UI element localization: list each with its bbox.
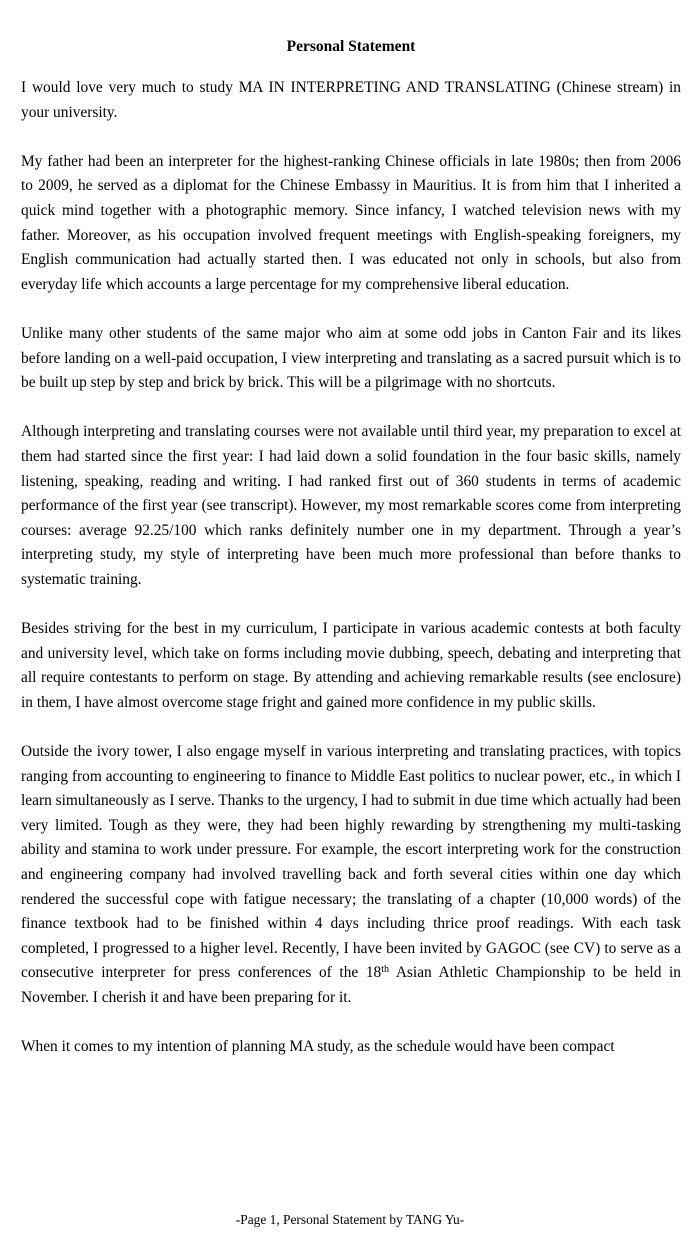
ordinal-superscript: th bbox=[381, 964, 390, 976]
paragraph-contests: Besides striving for the best in my curriculum, I participate in various academic contests at both faculty and university level, which take on forms including movie dubbing, speech, debating and interpreting that all require contestants to perform on stage. By attending and achieving remarkable results (see enclosure) in them, I have almost overcome stage fright and gained more confidence in my public skills. bbox=[21, 620, 681, 711]
document-page bbox=[21, 36, 681, 1084]
paragraph-practice-text-end: Asian Athletic Championship to be held in November. I cherish it and have been preparing for it. bbox=[21, 964, 681, 1006]
paragraph-pursuit: Unlike many other students of the same major who aim at some odd jobs in Canton Fair and its likes before landing on a well-paid occupation, I view interpreting and translating as a sacred pursuit which is to be built up step by step and brick by brick. This will be a pilgrimage with no shortcuts. bbox=[21, 324, 681, 392]
paragraph-intro: I would love very much to study MA IN INTERPRETING AND TRANSLATING (Chinese stream) in your university. bbox=[21, 79, 681, 121]
paragraph-father: My father had been an interpreter for the highest-ranking Chinese officials in late 1980s; then from 2006 to 2009, he served as a diplomat for the Chinese Embassy in Mauritius. It is from him that I inherited a quick mind together with a photographic memory. Since infancy, I watched television news with my father. Moreover, as his occupation involved frequent meetings with English-speaking foreigners, my English communication had actually started then. I was educated not only in schools, but also from everyday life which accounts a large percentage for my comprehensive liberal education. bbox=[21, 152, 681, 293]
paragraph-ma-intention: When it comes to my intention of planning MA study, as the schedule would have been compact bbox=[21, 1038, 615, 1056]
document-title: Personal Statement bbox=[286, 38, 416, 55]
page-footer: -Page 1, Personal Statement by TANG Yu- bbox=[235, 1212, 465, 1227]
paragraph-academics: Although interpreting and translating courses were not available until third year, my preparation to excel at them had started since the first year: I had laid down a solid foundation in the four basic skills, namely listening, speaking, reading and writing. I had ranked first out of 360 students in terms of academic performance of the first year (see transcript). However, my most remarkable scores come from interpreting courses: average 92.25/100 which ranks definitely number one in my department. Through a year’s interpreting study, my style of interpreting have been much more professional than before thanks to systematic training. bbox=[21, 423, 681, 588]
paragraph-practice-text: Outside the ivory tower, I also engage myself in various interpreting and translating practices, with topics ranging from accounting to engineering to finance to Middle East politics to nuclear power, etc., in which I learn simultaneously as I serve. Thanks to the urgency, I had to submit in due time which actually had been very limited. Tough as they were, they had been highly rewarding by strengthening my multi-tasking ability and stamina to work under pressure. For example, the escort interpreting work for the construction and engineering company had involved travelling back and forth several cities within one day which rendered the successful cope with fatigue necessary; the translating of a chapter (10,000 words) of the finance textbook had to be finished within 4 days including thrice proof readings. With each task completed, I progressed to a higher level. Recently, I have been invited by GAGOC (see CV) to serve as a consecutive interpreter for press conferences of the 18 bbox=[21, 743, 681, 982]
paragraph-practice bbox=[21, 740, 681, 1011]
